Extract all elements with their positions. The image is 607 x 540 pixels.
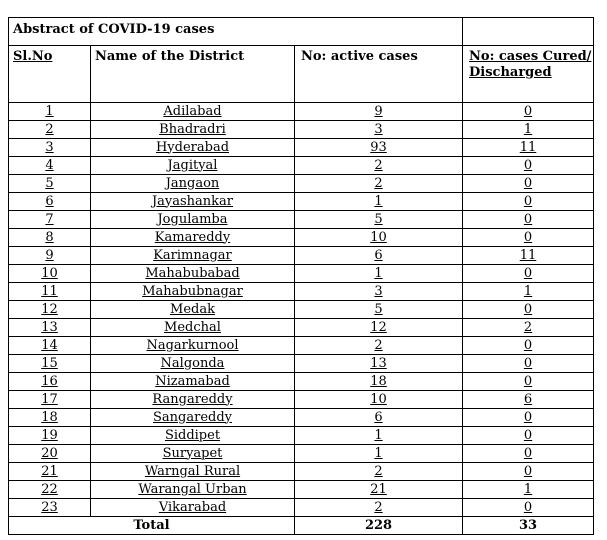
cell-district-text: Medchal: [164, 319, 221, 335]
cell-sl-no-text: 11: [41, 283, 58, 299]
cell-active-cases: [295, 337, 463, 355]
cell-cured-text: 0: [523, 193, 533, 209]
cell-active-cases-text: 12: [370, 319, 387, 335]
cell-active-cases: [295, 103, 463, 121]
cell-sl-no: [9, 157, 91, 175]
cell-district-text: Medak: [170, 301, 215, 317]
cell-cured-text: 0: [523, 229, 533, 245]
cell-cured: [463, 427, 594, 445]
cell-sl-no: [9, 409, 91, 427]
cell-active-cases-text: 3: [374, 121, 383, 137]
cell-cured: [463, 463, 594, 481]
cell-district-text: Warangal Urban: [138, 481, 247, 497]
table-row: [9, 157, 594, 175]
cell-sl-no-text: 8: [45, 229, 54, 245]
table-row: [9, 193, 594, 211]
cell-sl-no-text: 20: [41, 445, 58, 461]
cell-cured: [463, 337, 594, 355]
cell-active-cases-text: 1: [374, 265, 383, 281]
cell-active-cases: [295, 175, 463, 193]
table-title: Abstract of COVID-19 cases: [9, 18, 463, 46]
cell-cured: [463, 103, 594, 121]
cell-active-cases: [295, 247, 463, 265]
cell-district-text: Bhadradri: [159, 121, 226, 137]
cell-active-cases-text: 5: [374, 211, 383, 227]
table-row: [9, 391, 594, 409]
title-row: [9, 18, 594, 46]
table-row: [9, 175, 594, 193]
cell-cured: [463, 355, 594, 373]
cell-sl-no: [9, 499, 91, 517]
cell-district-text: Mahabubabad: [145, 265, 240, 281]
cell-district-text: Karimnagar: [153, 247, 232, 263]
cell-active-cases: [295, 319, 463, 337]
cell-cured: [463, 175, 594, 193]
cell-sl-no: [9, 139, 91, 157]
cell-active-cases-text: 2: [374, 337, 383, 353]
cell-sl-no-text: 17: [41, 391, 58, 407]
header-cured-discharged: No: cases Cured/ Discharged: [463, 46, 594, 103]
cell-cured-text: 0: [523, 427, 533, 443]
header-sl-no: Sl.No: [9, 46, 91, 103]
cell-cured-text: 0: [523, 157, 533, 173]
cell-active-cases: [295, 481, 463, 499]
cell-cured-text: 0: [523, 175, 533, 191]
cell-district: [91, 391, 295, 409]
cell-cured: [463, 373, 594, 391]
cell-district: [91, 103, 295, 121]
title-blank-cell: [463, 18, 594, 46]
cell-active-cases: [295, 157, 463, 175]
total-label: Total: [9, 517, 295, 535]
cell-cured-text: 0: [523, 265, 533, 281]
cell-cured: [463, 211, 594, 229]
cell-cured: [463, 121, 594, 139]
table-row: [9, 139, 594, 157]
table-row: [9, 103, 594, 121]
header-row: [9, 46, 594, 103]
cell-district: [91, 247, 295, 265]
cell-cured: [463, 301, 594, 319]
cell-sl-no: [9, 337, 91, 355]
cell-sl-no-text: 21: [41, 463, 58, 479]
cell-cured-text: 0: [523, 373, 533, 389]
cell-active-cases-text: 18: [370, 373, 387, 389]
cell-district: [91, 355, 295, 373]
table-row: [9, 283, 594, 301]
cell-sl-no: [9, 175, 91, 193]
covid-abstract-table: [8, 17, 594, 535]
cell-sl-no-text: 23: [41, 499, 58, 515]
cell-district: [91, 265, 295, 283]
cell-cured: [463, 229, 594, 247]
cell-district-text: Vikarabad: [158, 499, 227, 515]
cell-cured-text: 0: [523, 337, 533, 353]
table-row: [9, 499, 594, 517]
cell-cured: [463, 247, 594, 265]
table-row: [9, 337, 594, 355]
cell-district: [91, 319, 295, 337]
cell-district: [91, 445, 295, 463]
table-body: [9, 18, 594, 535]
cell-cured-text: 1: [523, 481, 533, 497]
cell-active-cases: [295, 409, 463, 427]
table-row: [9, 427, 594, 445]
cell-district: [91, 157, 295, 175]
cell-sl-no-text: 16: [41, 373, 58, 389]
cell-district: [91, 283, 295, 301]
cell-district-text: Jayashankar: [151, 193, 234, 209]
cell-cured: [463, 445, 594, 463]
cell-cured: [463, 265, 594, 283]
cell-active-cases-text: 6: [374, 247, 383, 263]
cell-active-cases: [295, 301, 463, 319]
cell-cured: [463, 499, 594, 517]
cell-district-text: Rangareddy: [152, 391, 233, 407]
cell-active-cases: [295, 283, 463, 301]
cell-sl-no-text: 4: [45, 157, 54, 173]
cell-sl-no: [9, 445, 91, 463]
cell-district: [91, 499, 295, 517]
cell-district-text: Nalgonda: [160, 355, 225, 371]
cell-cured-text: 1: [523, 283, 533, 299]
table-row: [9, 463, 594, 481]
cell-active-cases-text: 5: [374, 301, 383, 317]
cell-cured-text: 0: [523, 463, 533, 479]
cell-cured-text: 0: [523, 409, 533, 425]
cell-sl-no: [9, 391, 91, 409]
cell-active-cases: [295, 391, 463, 409]
cell-active-cases-text: 13: [370, 355, 387, 371]
cell-district-text: Nizamabad: [155, 373, 230, 389]
cell-district: [91, 427, 295, 445]
cell-cured: [463, 391, 594, 409]
cell-district: [91, 121, 295, 139]
table-row: [9, 211, 594, 229]
cell-sl-no: [9, 265, 91, 283]
cell-active-cases-text: 2: [374, 175, 383, 191]
cell-active-cases-text: 1: [374, 445, 383, 461]
cell-cured-text: 0: [523, 211, 533, 227]
cell-sl-no-text: 13: [41, 319, 58, 335]
cell-active-cases: [295, 427, 463, 445]
cell-cured-text: 11: [519, 247, 537, 263]
cell-sl-no: [9, 319, 91, 337]
cell-district: [91, 229, 295, 247]
cell-sl-no-text: 18: [41, 409, 58, 425]
cell-active-cases-text: 3: [374, 283, 383, 299]
cell-sl-no-text: 19: [41, 427, 58, 443]
header-active-cases: No: active cases: [295, 46, 463, 103]
cell-sl-no-text: 15: [41, 355, 58, 371]
cell-active-cases-text: 1: [374, 427, 383, 443]
cell-active-cases: [295, 211, 463, 229]
cell-cured-text: 0: [523, 103, 533, 119]
cell-active-cases: [295, 463, 463, 481]
cell-district-text: Sangareddy: [153, 409, 232, 425]
cell-active-cases: [295, 499, 463, 517]
cell-sl-no-text: 3: [45, 139, 54, 155]
cell-active-cases-text: 10: [370, 391, 387, 407]
table-row: [9, 301, 594, 319]
cell-district-text: Adilabad: [163, 103, 222, 119]
cell-district-text: Hyderabad: [155, 139, 230, 155]
cell-sl-no: [9, 373, 91, 391]
cell-district: [91, 175, 295, 193]
cell-district-text: Mahabubnagar: [142, 283, 243, 299]
cell-district: [91, 301, 295, 319]
cell-cured: [463, 319, 594, 337]
cell-sl-no-text: 2: [45, 121, 54, 137]
cell-active-cases: [295, 445, 463, 463]
cell-cured: [463, 481, 594, 499]
cell-sl-no-text: 22: [41, 481, 58, 497]
cell-district: [91, 211, 295, 229]
cell-sl-no: [9, 283, 91, 301]
cell-active-cases: [295, 373, 463, 391]
table-row: [9, 373, 594, 391]
cell-active-cases-text: 93: [370, 139, 387, 155]
cell-sl-no: [9, 301, 91, 319]
cell-sl-no: [9, 211, 91, 229]
table-row: [9, 481, 594, 499]
cell-sl-no-text: 1: [45, 103, 54, 119]
total-row: [9, 517, 594, 535]
cell-district-text: Nagarkurnool: [146, 337, 239, 353]
cell-active-cases-text: 10: [370, 229, 387, 245]
cell-sl-no: [9, 103, 91, 121]
table-row: [9, 319, 594, 337]
table-row: [9, 229, 594, 247]
cell-district: [91, 409, 295, 427]
header-district: Name of the District: [91, 46, 295, 103]
cell-district-text: Jagityal: [167, 157, 218, 173]
cell-district: [91, 193, 295, 211]
cell-sl-no: [9, 355, 91, 373]
cell-cured: [463, 157, 594, 175]
cell-sl-no-text: 9: [45, 247, 54, 263]
cell-district-text: Kamareddy: [154, 229, 231, 245]
table-row: [9, 445, 594, 463]
cell-sl-no-text: 14: [41, 337, 58, 353]
cell-district-text: Siddipet: [164, 427, 221, 443]
cell-active-cases-text: 1: [374, 193, 383, 209]
cell-active-cases-text: 2: [374, 499, 383, 515]
cell-sl-no: [9, 247, 91, 265]
cell-active-cases: [295, 265, 463, 283]
cell-cured-text: 11: [519, 139, 537, 155]
table-row: [9, 409, 594, 427]
cell-cured-text: 0: [523, 355, 533, 371]
table-row: [9, 355, 594, 373]
cell-sl-no-text: 5: [45, 175, 54, 191]
cell-cured: [463, 139, 594, 157]
cell-district: [91, 463, 295, 481]
cell-district: [91, 337, 295, 355]
cell-cured-text: 0: [523, 445, 533, 461]
cell-sl-no: [9, 121, 91, 139]
cell-sl-no-text: 6: [45, 193, 54, 209]
cell-active-cases-text: 2: [374, 463, 383, 479]
cell-cured: [463, 193, 594, 211]
cell-sl-no: [9, 463, 91, 481]
cell-active-cases: [295, 229, 463, 247]
cell-active-cases: [295, 193, 463, 211]
cell-active-cases-text: 21: [370, 481, 387, 497]
cell-active-cases: [295, 139, 463, 157]
cell-cured: [463, 283, 594, 301]
cell-district-text: Suryapet: [162, 445, 223, 461]
table-row: [9, 265, 594, 283]
cell-sl-no: [9, 481, 91, 499]
cell-sl-no-text: 10: [41, 265, 58, 281]
cell-cured-text: 6: [523, 391, 533, 407]
cell-active-cases: [295, 355, 463, 373]
cell-active-cases-text: 6: [374, 409, 383, 425]
cell-cured-text: 0: [523, 499, 533, 515]
cell-sl-no: [9, 193, 91, 211]
cell-sl-no: [9, 427, 91, 445]
cell-cured: [463, 409, 594, 427]
total-active: 228: [295, 517, 463, 535]
cell-cured-text: 0: [523, 301, 533, 317]
cell-active-cases-text: 9: [374, 103, 383, 119]
total-cured: 33: [463, 517, 594, 535]
cell-sl-no: [9, 229, 91, 247]
cell-district-text: Warngal Rural: [144, 463, 241, 479]
cell-district-text: Jangaon: [165, 175, 220, 191]
table-row: [9, 121, 594, 139]
cell-sl-no-text: 12: [41, 301, 58, 317]
cell-cured-text: 1: [523, 121, 533, 137]
cell-sl-no-text: 7: [45, 211, 54, 227]
cell-active-cases: [295, 121, 463, 139]
cell-district-text: Jogulamba: [157, 211, 228, 227]
cell-cured-text: 2: [523, 319, 533, 335]
table-row: [9, 247, 594, 265]
cell-active-cases-text: 2: [374, 157, 383, 173]
cell-district: [91, 139, 295, 157]
cell-district: [91, 481, 295, 499]
cell-district: [91, 373, 295, 391]
